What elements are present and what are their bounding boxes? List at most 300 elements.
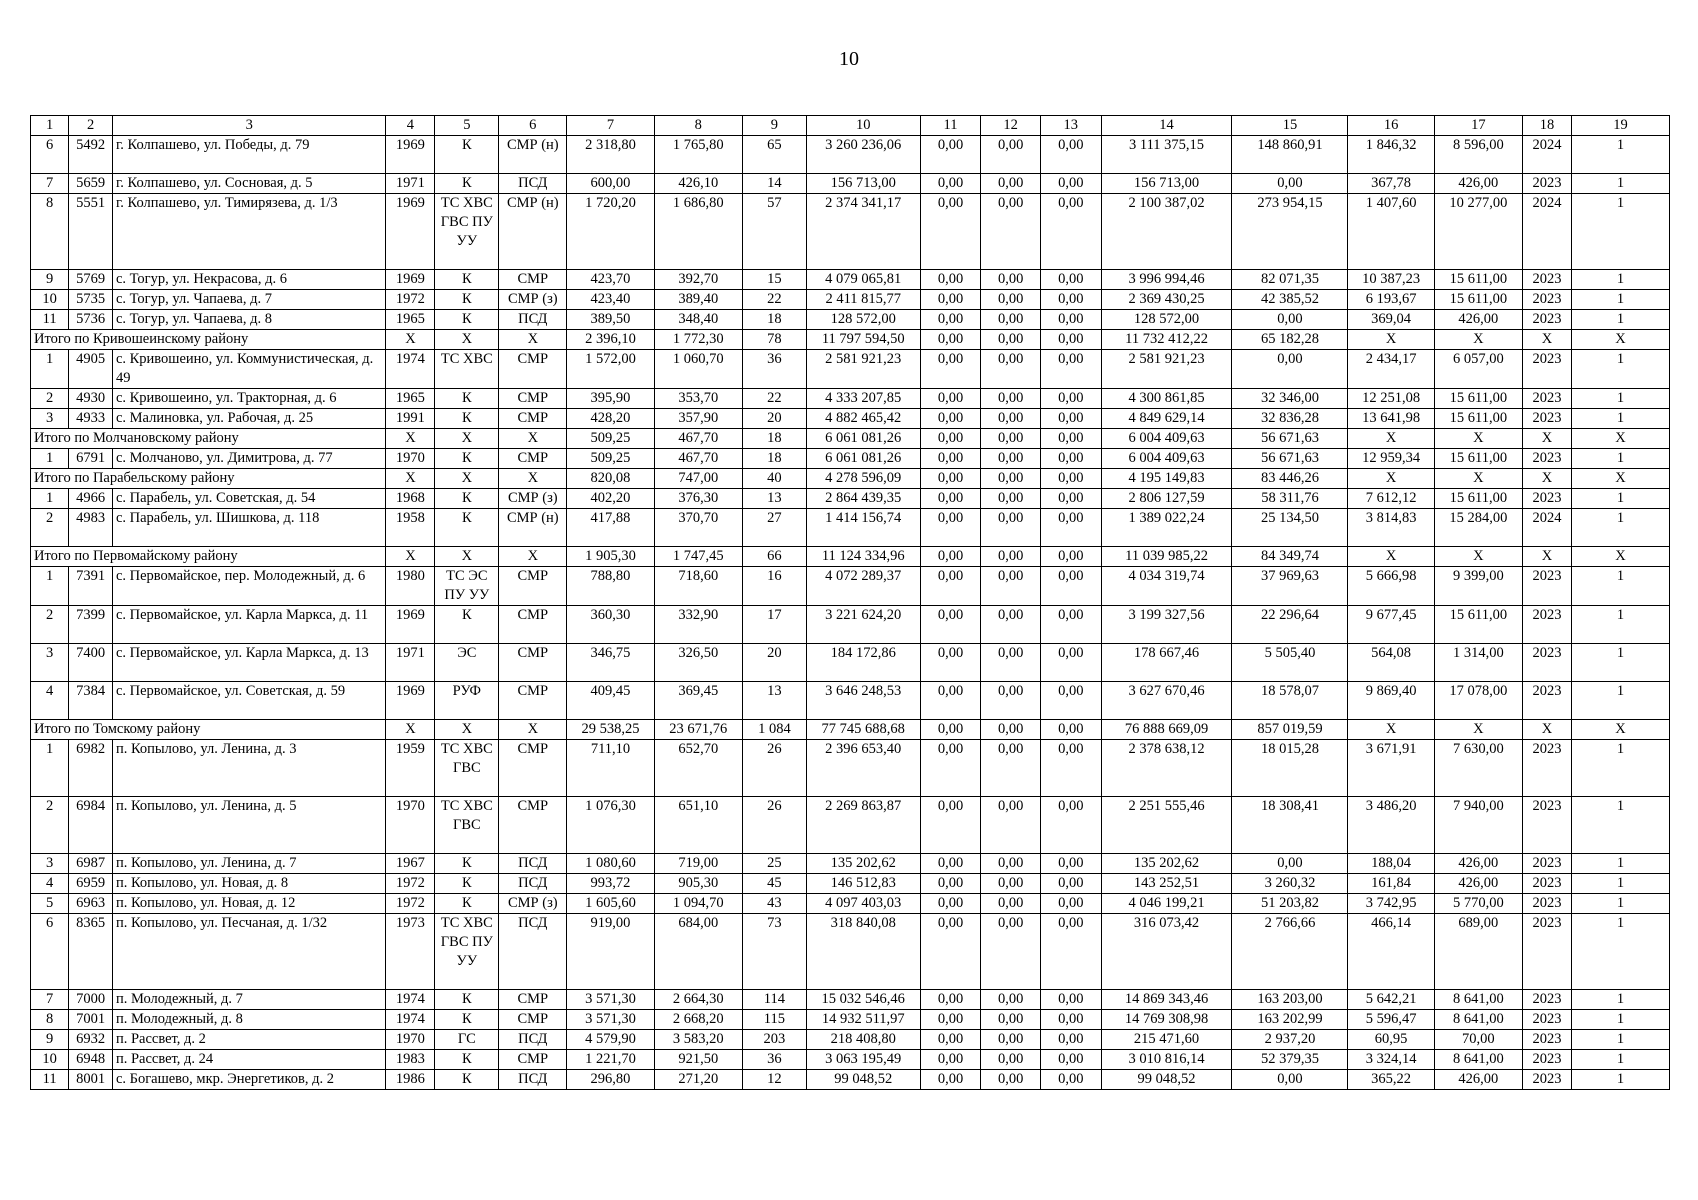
work-stage: ПСД <box>499 914 567 990</box>
table-row <box>31 1050 1670 1070</box>
row-number: 6 <box>31 136 69 174</box>
work-type: ТС ХВС ГВС <box>435 797 499 854</box>
work-stage: ПСД <box>499 874 567 894</box>
value-col19: 1 <box>1571 1010 1669 1030</box>
house-id: 6959 <box>69 874 113 894</box>
total-cell-col18: Х <box>1523 429 1572 449</box>
value-col18: 2023 <box>1523 310 1572 330</box>
value-col15: 18 578,07 <box>1232 682 1348 720</box>
value-col18: 2023 <box>1523 270 1572 290</box>
address: п. Копылово, ул. Новая, д. 8 <box>112 874 386 894</box>
value-col14: 3 627 670,46 <box>1101 682 1232 720</box>
value-col16: 466,14 <box>1348 914 1434 990</box>
work-stage: СМР (н) <box>499 509 567 547</box>
value-col10: 2 396 653,40 <box>806 740 920 797</box>
value-col9: 27 <box>742 509 806 547</box>
value-col18: 2023 <box>1523 290 1572 310</box>
total-cell-col12: 0,00 <box>981 547 1041 567</box>
value-col8: 392,70 <box>654 270 742 290</box>
value-col8: 905,30 <box>654 874 742 894</box>
value-col18: 2023 <box>1523 740 1572 797</box>
total-cell-col18: Х <box>1523 547 1572 567</box>
value-col11: 0,00 <box>920 644 981 682</box>
value-col16: 13 641,98 <box>1348 409 1434 429</box>
value-col16: 10 387,23 <box>1348 270 1434 290</box>
address: п. Рассвет, д. 24 <box>112 1050 386 1070</box>
value-col15: 148 860,91 <box>1232 136 1348 174</box>
registry-table-body <box>31 116 1670 1090</box>
value-col14: 2 369 430,25 <box>1101 290 1232 310</box>
value-col10: 3 221 624,20 <box>806 606 920 644</box>
value-col16: 6 193,67 <box>1348 290 1434 310</box>
value-col13: 0,00 <box>1040 990 1101 1010</box>
total-cell-col4: Х <box>386 469 435 489</box>
value-col16: 1 407,60 <box>1348 194 1434 270</box>
work-stage: ПСД <box>499 1030 567 1050</box>
value-col9: 36 <box>742 1050 806 1070</box>
house-id: 7384 <box>69 682 113 720</box>
value-col14: 3 199 327,56 <box>1101 606 1232 644</box>
value-col14: 2 251 555,46 <box>1101 797 1232 854</box>
value-col12: 0,00 <box>981 409 1041 429</box>
value-col7: 711,10 <box>567 740 654 797</box>
value-col18: 2023 <box>1523 854 1572 874</box>
value-col10: 218 408,80 <box>806 1030 920 1050</box>
value-col16: 60,95 <box>1348 1030 1434 1050</box>
district-total-label: Итого по Кривошеинскому району <box>31 330 386 350</box>
address: с. Первомайское, ул. Советская, д. 59 <box>112 682 386 720</box>
value-col17: 426,00 <box>1434 874 1522 894</box>
column-number-2: 2 <box>69 116 113 136</box>
year-built: 1967 <box>386 854 435 874</box>
year-built: 1958 <box>386 509 435 547</box>
row-number: 7 <box>31 990 69 1010</box>
address: г. Колпашево, ул. Сосновая, д. 5 <box>112 174 386 194</box>
total-cell-col6: Х <box>499 469 567 489</box>
value-col13: 0,00 <box>1040 409 1101 429</box>
table-row <box>31 854 1670 874</box>
value-col15: 25 134,50 <box>1232 509 1348 547</box>
value-col17: 8 641,00 <box>1434 1050 1522 1070</box>
row-number: 11 <box>31 310 69 330</box>
total-cell-col11: 0,00 <box>920 429 981 449</box>
value-col14: 14 869 343,46 <box>1101 990 1232 1010</box>
value-col18: 2023 <box>1523 449 1572 469</box>
total-cell-col13: 0,00 <box>1040 720 1101 740</box>
value-col18: 2023 <box>1523 489 1572 509</box>
address: п. Молодежный, д. 8 <box>112 1010 386 1030</box>
total-cell-col7: 1 905,30 <box>567 547 654 567</box>
value-col7: 993,72 <box>567 874 654 894</box>
value-col16: 12 959,34 <box>1348 449 1434 469</box>
value-col12: 0,00 <box>981 797 1041 854</box>
total-cell-col9: 40 <box>742 469 806 489</box>
value-col7: 428,20 <box>567 409 654 429</box>
value-col8: 426,10 <box>654 174 742 194</box>
work-stage: СМР <box>499 1050 567 1070</box>
value-col11: 0,00 <box>920 874 981 894</box>
value-col9: 45 <box>742 874 806 894</box>
value-col17: 426,00 <box>1434 854 1522 874</box>
value-col8: 326,50 <box>654 644 742 682</box>
year-built: 1965 <box>386 310 435 330</box>
total-cell-col19: Х <box>1571 330 1669 350</box>
address: с. Первомайское, пер. Молодежный, д. 6 <box>112 567 386 606</box>
total-cell-col19: Х <box>1571 469 1669 489</box>
table-row <box>31 1010 1670 1030</box>
total-cell-col12: 0,00 <box>981 330 1041 350</box>
row-number: 1 <box>31 567 69 606</box>
house-id: 4905 <box>69 350 113 389</box>
value-col19: 1 <box>1571 740 1669 797</box>
work-stage: ПСД <box>499 174 567 194</box>
value-col10: 146 512,83 <box>806 874 920 894</box>
value-col8: 1 094,70 <box>654 894 742 914</box>
row-number: 5 <box>31 894 69 914</box>
value-col14: 3 996 994,46 <box>1101 270 1232 290</box>
value-col17: 15 611,00 <box>1434 606 1522 644</box>
total-cell-col5: Х <box>435 720 499 740</box>
value-col9: 43 <box>742 894 806 914</box>
value-col13: 0,00 <box>1040 489 1101 509</box>
value-col14: 215 471,60 <box>1101 1030 1232 1050</box>
value-col16: 9 869,40 <box>1348 682 1434 720</box>
value-col19: 1 <box>1571 310 1669 330</box>
value-col7: 919,00 <box>567 914 654 990</box>
total-cell-col10: 11 797 594,50 <box>806 330 920 350</box>
value-col13: 0,00 <box>1040 854 1101 874</box>
value-col10: 318 840,08 <box>806 914 920 990</box>
work-stage: СМР (н) <box>499 194 567 270</box>
value-col15: 58 311,76 <box>1232 489 1348 509</box>
house-id: 5769 <box>69 270 113 290</box>
value-col12: 0,00 <box>981 740 1041 797</box>
value-col12: 0,00 <box>981 310 1041 330</box>
value-col7: 417,88 <box>567 509 654 547</box>
value-col11: 0,00 <box>920 136 981 174</box>
total-cell-col16: Х <box>1348 469 1434 489</box>
value-col19: 1 <box>1571 894 1669 914</box>
value-col18: 2023 <box>1523 990 1572 1010</box>
value-col18: 2024 <box>1523 194 1572 270</box>
total-cell-col9: 66 <box>742 547 806 567</box>
row-number: 1 <box>31 489 69 509</box>
value-col10: 4 333 207,85 <box>806 389 920 409</box>
page-number: 10 <box>839 48 859 70</box>
total-cell-col10: 11 124 334,96 <box>806 547 920 567</box>
value-col7: 1 572,00 <box>567 350 654 389</box>
value-col7: 1 720,20 <box>567 194 654 270</box>
value-col17: 1 314,00 <box>1434 644 1522 682</box>
total-cell-col7: 820,08 <box>567 469 654 489</box>
value-col14: 135 202,62 <box>1101 854 1232 874</box>
year-built: 1980 <box>386 567 435 606</box>
value-col7: 395,90 <box>567 389 654 409</box>
value-col17: 426,00 <box>1434 174 1522 194</box>
year-built: 1965 <box>386 389 435 409</box>
value-col8: 2 668,20 <box>654 1010 742 1030</box>
total-cell-col16: Х <box>1348 330 1434 350</box>
total-cell-col5: Х <box>435 429 499 449</box>
total-cell-col16: Х <box>1348 547 1434 567</box>
work-type: ТС ХВС ГВС <box>435 740 499 797</box>
column-number-4: 4 <box>386 116 435 136</box>
total-cell-col13: 0,00 <box>1040 330 1101 350</box>
total-cell-col19: Х <box>1571 720 1669 740</box>
value-col18: 2023 <box>1523 894 1572 914</box>
column-number-13: 13 <box>1040 116 1101 136</box>
row-number: 3 <box>31 644 69 682</box>
value-col13: 0,00 <box>1040 136 1101 174</box>
total-cell-col9: 78 <box>742 330 806 350</box>
total-cell-col5: Х <box>435 469 499 489</box>
house-id: 6963 <box>69 894 113 914</box>
table-row <box>31 894 1670 914</box>
value-col10: 99 048,52 <box>806 1070 920 1090</box>
value-col12: 0,00 <box>981 874 1041 894</box>
work-stage: СМР <box>499 740 567 797</box>
value-col7: 389,50 <box>567 310 654 330</box>
value-col17: 8 641,00 <box>1434 1010 1522 1030</box>
value-col14: 6 004 409,63 <box>1101 449 1232 469</box>
value-col12: 0,00 <box>981 509 1041 547</box>
value-col12: 0,00 <box>981 489 1041 509</box>
value-col13: 0,00 <box>1040 682 1101 720</box>
work-stage: СМР <box>499 606 567 644</box>
work-stage: СМР <box>499 797 567 854</box>
value-col12: 0,00 <box>981 990 1041 1010</box>
year-built: 1972 <box>386 894 435 914</box>
value-col11: 0,00 <box>920 1010 981 1030</box>
value-col15: 42 385,52 <box>1232 290 1348 310</box>
column-number-9: 9 <box>742 116 806 136</box>
row-number: 6 <box>31 914 69 990</box>
value-col9: 14 <box>742 174 806 194</box>
value-col9: 12 <box>742 1070 806 1090</box>
value-col15: 51 203,82 <box>1232 894 1348 914</box>
value-col13: 0,00 <box>1040 509 1101 547</box>
value-col7: 402,20 <box>567 489 654 509</box>
total-cell-col18: Х <box>1523 469 1572 489</box>
year-built: 1972 <box>386 290 435 310</box>
work-type: К <box>435 136 499 174</box>
total-cell-col15: 56 671,63 <box>1232 429 1348 449</box>
house-id: 6982 <box>69 740 113 797</box>
value-col19: 1 <box>1571 290 1669 310</box>
house-id: 5492 <box>69 136 113 174</box>
work-type: РУФ <box>435 682 499 720</box>
value-col10: 184 172,86 <box>806 644 920 682</box>
value-col18: 2024 <box>1523 136 1572 174</box>
value-col8: 271,20 <box>654 1070 742 1090</box>
value-col16: 5 596,47 <box>1348 1010 1434 1030</box>
total-cell-col16: Х <box>1348 429 1434 449</box>
total-cell-col15: 83 446,26 <box>1232 469 1348 489</box>
value-col13: 0,00 <box>1040 449 1101 469</box>
value-col10: 2 269 863,87 <box>806 797 920 854</box>
total-cell-col9: 1 084 <box>742 720 806 740</box>
value-col11: 0,00 <box>920 449 981 469</box>
district-total-label: Итого по Томскому району <box>31 720 386 740</box>
value-col7: 360,30 <box>567 606 654 644</box>
value-col15: 0,00 <box>1232 350 1348 389</box>
value-col14: 2 100 387,02 <box>1101 194 1232 270</box>
row-number: 8 <box>31 194 69 270</box>
address: с. Первомайское, ул. Карла Маркса, д. 13 <box>112 644 386 682</box>
value-col19: 1 <box>1571 990 1669 1010</box>
house-id: 7400 <box>69 644 113 682</box>
value-col10: 4 079 065,81 <box>806 270 920 290</box>
row-number: 10 <box>31 290 69 310</box>
value-col13: 0,00 <box>1040 1010 1101 1030</box>
value-col14: 2 806 127,59 <box>1101 489 1232 509</box>
total-cell-col13: 0,00 <box>1040 429 1101 449</box>
row-number: 11 <box>31 1070 69 1090</box>
year-built: 1986 <box>386 1070 435 1090</box>
value-col9: 17 <box>742 606 806 644</box>
value-col11: 0,00 <box>920 990 981 1010</box>
work-type: К <box>435 489 499 509</box>
value-col14: 178 667,46 <box>1101 644 1232 682</box>
value-col8: 1 765,80 <box>654 136 742 174</box>
value-col17: 5 770,00 <box>1434 894 1522 914</box>
table-row <box>31 489 1670 509</box>
value-col8: 684,00 <box>654 914 742 990</box>
value-col9: 18 <box>742 310 806 330</box>
address: п. Копылово, ул. Новая, д. 12 <box>112 894 386 914</box>
value-col15: 163 202,99 <box>1232 1010 1348 1030</box>
value-col16: 188,04 <box>1348 854 1434 874</box>
value-col12: 0,00 <box>981 136 1041 174</box>
total-cell-col11: 0,00 <box>920 469 981 489</box>
work-type: ТС ХВС ГВС ПУ УУ <box>435 194 499 270</box>
value-col16: 365,22 <box>1348 1070 1434 1090</box>
address: с. Кривошеино, ул. Коммунистическая, д. 49 <box>112 350 386 389</box>
value-col19: 1 <box>1571 606 1669 644</box>
value-col7: 1 080,60 <box>567 854 654 874</box>
address: п. Копылово, ул. Ленина, д. 3 <box>112 740 386 797</box>
value-col18: 2023 <box>1523 1050 1572 1070</box>
total-cell-col4: Х <box>386 547 435 567</box>
value-col15: 0,00 <box>1232 174 1348 194</box>
address: с. Первомайское, ул. Карла Маркса, д. 11 <box>112 606 386 644</box>
value-col16: 161,84 <box>1348 874 1434 894</box>
row-number: 9 <box>31 270 69 290</box>
value-col13: 0,00 <box>1040 567 1101 606</box>
value-col8: 3 583,20 <box>654 1030 742 1050</box>
value-col9: 203 <box>742 1030 806 1050</box>
value-col16: 7 612,12 <box>1348 489 1434 509</box>
house-id: 8001 <box>69 1070 113 1090</box>
year-built: 1970 <box>386 1030 435 1050</box>
value-col10: 2 581 921,23 <box>806 350 920 389</box>
value-col8: 357,90 <box>654 409 742 429</box>
year-built: 1959 <box>386 740 435 797</box>
address: п. Молодежный, д. 7 <box>112 990 386 1010</box>
value-col9: 57 <box>742 194 806 270</box>
work-type: К <box>435 449 499 469</box>
value-col17: 6 057,00 <box>1434 350 1522 389</box>
work-stage: СМР <box>499 449 567 469</box>
house-id: 8365 <box>69 914 113 990</box>
value-col13: 0,00 <box>1040 350 1101 389</box>
value-col7: 296,80 <box>567 1070 654 1090</box>
work-type: К <box>435 894 499 914</box>
row-number: 10 <box>31 1050 69 1070</box>
row-number: 9 <box>31 1030 69 1050</box>
total-cell-col15: 857 019,59 <box>1232 720 1348 740</box>
address: п. Копылово, ул. Ленина, д. 7 <box>112 854 386 874</box>
value-col16: 3 814,83 <box>1348 509 1434 547</box>
value-col16: 369,04 <box>1348 310 1434 330</box>
year-built: 1974 <box>386 350 435 389</box>
value-col9: 20 <box>742 409 806 429</box>
row-number: 4 <box>31 682 69 720</box>
value-col19: 1 <box>1571 136 1669 174</box>
value-col12: 0,00 <box>981 894 1041 914</box>
address: г. Колпашево, ул. Победы, д. 79 <box>112 136 386 174</box>
value-col14: 2 581 921,23 <box>1101 350 1232 389</box>
district-total-label: Итого по Первомайскому району <box>31 547 386 567</box>
value-col13: 0,00 <box>1040 310 1101 330</box>
column-number-row <box>31 116 1670 136</box>
row-number: 1 <box>31 350 69 389</box>
value-col9: 65 <box>742 136 806 174</box>
total-cell-col14: 11 732 412,22 <box>1101 330 1232 350</box>
value-col8: 370,70 <box>654 509 742 547</box>
value-col10: 156 713,00 <box>806 174 920 194</box>
work-type: ТС ХВС <box>435 350 499 389</box>
row-number: 2 <box>31 797 69 854</box>
house-id: 6948 <box>69 1050 113 1070</box>
work-type: К <box>435 854 499 874</box>
table-row <box>31 606 1670 644</box>
value-col11: 0,00 <box>920 194 981 270</box>
total-cell-col13: 0,00 <box>1040 469 1101 489</box>
total-cell-col8: 747,00 <box>654 469 742 489</box>
year-built: 1970 <box>386 797 435 854</box>
year-built: 1972 <box>386 874 435 894</box>
column-number-6: 6 <box>499 116 567 136</box>
value-col11: 0,00 <box>920 350 981 389</box>
value-col19: 1 <box>1571 682 1669 720</box>
row-number: 3 <box>31 409 69 429</box>
value-col14: 4 046 199,21 <box>1101 894 1232 914</box>
value-col15: 2 766,66 <box>1232 914 1348 990</box>
value-col18: 2023 <box>1523 1070 1572 1090</box>
table-row <box>31 350 1670 389</box>
work-type: К <box>435 990 499 1010</box>
total-cell-col12: 0,00 <box>981 720 1041 740</box>
value-col15: 32 346,00 <box>1232 389 1348 409</box>
value-col19: 1 <box>1571 1070 1669 1090</box>
value-col9: 114 <box>742 990 806 1010</box>
value-col12: 0,00 <box>981 174 1041 194</box>
value-col8: 1 686,80 <box>654 194 742 270</box>
value-col11: 0,00 <box>920 894 981 914</box>
column-number-10: 10 <box>806 116 920 136</box>
value-col19: 1 <box>1571 509 1669 547</box>
row-number: 2 <box>31 389 69 409</box>
value-col13: 0,00 <box>1040 1050 1101 1070</box>
value-col14: 1 389 022,24 <box>1101 509 1232 547</box>
value-col15: 82 071,35 <box>1232 270 1348 290</box>
total-cell-col12: 0,00 <box>981 429 1041 449</box>
work-type: К <box>435 389 499 409</box>
value-col15: 52 379,35 <box>1232 1050 1348 1070</box>
value-col16: 5 642,21 <box>1348 990 1434 1010</box>
value-col16: 5 666,98 <box>1348 567 1434 606</box>
